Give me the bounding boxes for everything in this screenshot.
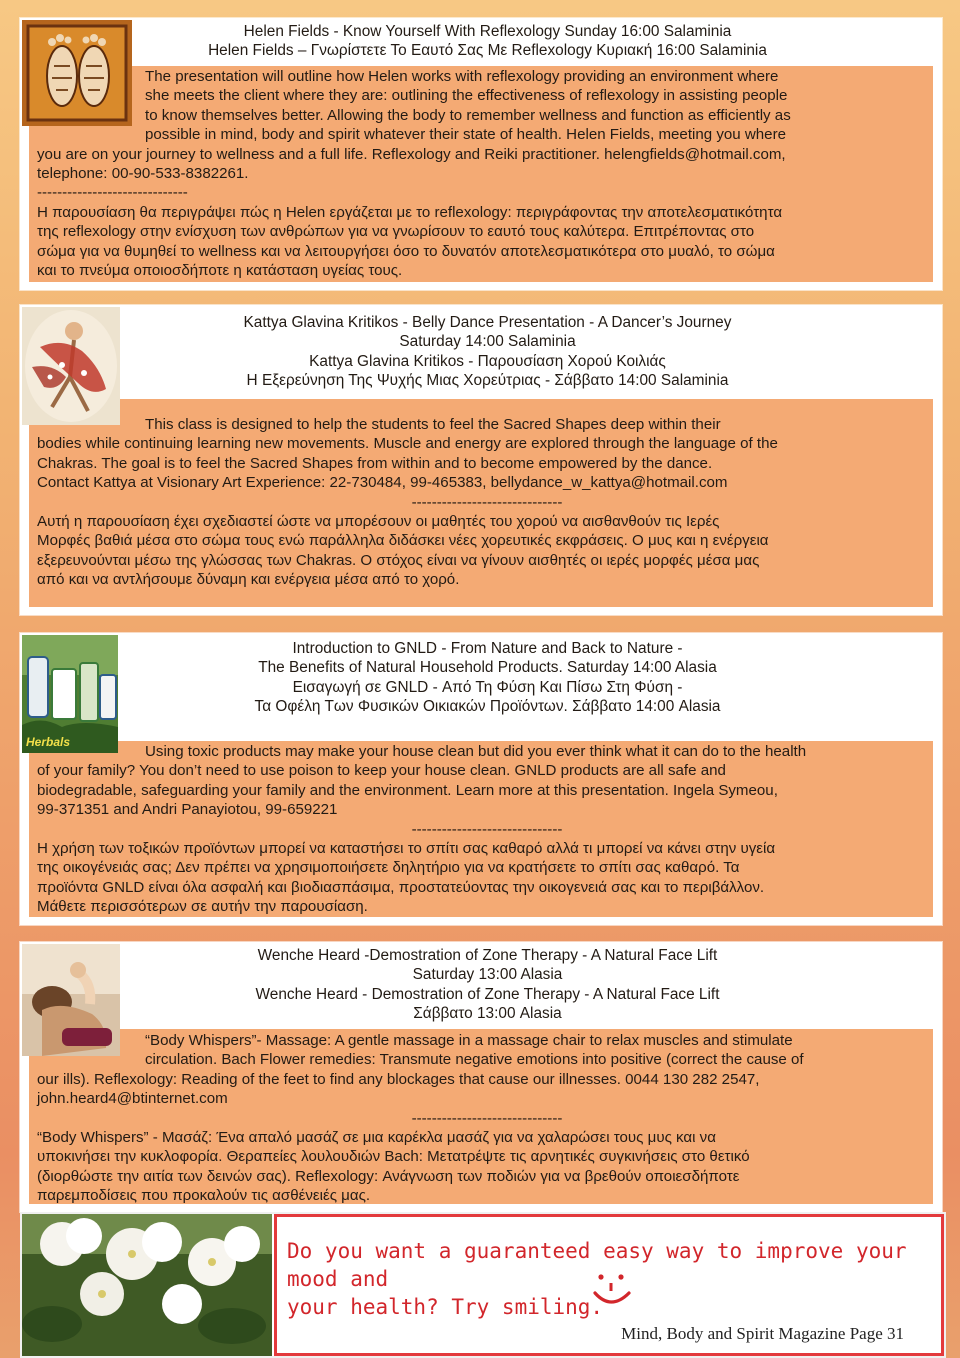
description-line-gr: “Body Whispers” - Μασάζ: Ένα απαλό μασάζ σε μια καρέκλα μασάζ για να χαλαρώσει τους μυς και να [37,1129,716,1147]
event-title-en: Wenche Heard -Demostration of Zone Therapy - A Natural Face Lift [257,947,718,964]
description-line-gr: από και να αντλήσουμε δύναμη και ενέργεια μέσα από το χορό. [37,571,460,589]
event-description [37,415,937,590]
event-date-gr: Σάββατο 13:00 Alasia [413,1005,562,1023]
event-date-gr: Η Εξερεύνηση Της Ψυχής Μιας Χορεύτριας - Σάββατο 14:00 Salaminia [246,372,729,390]
event-date-en: The Benefits of Natural Household Products. Saturday 14:00 Alasia [258,659,717,677]
bougainvillea-flower-image [22,1214,272,1356]
description-line: circulation. Bach Flower remedies: Transmute negative emotions into positive (correct the cause of [145,1051,804,1069]
tip-line-1: Do you want a guaranteed easy way to improve your mood and [287,1239,907,1291]
separator: ------------------------------ [411,820,563,838]
smiley-face-icon [589,1269,635,1309]
belly-dancer-image [22,307,120,425]
description-line-gr: εξερευνούνται μέσω της γλώσσας των Chakras. Ο στόχος είναι να γίνουν αισθητές οι ιερές μορφές μέσα μας [37,551,760,569]
description-line: This class is designed to help the students to feel the Sacred Shapes deep within their [145,416,721,433]
description-line: of your family? You don’t need to use poison to keep your house clean. GNLD products are all safe and [37,762,726,780]
event-title-en: Helen Fields - Know Yourself With Reflexology Sunday 16:00 Salaminia [243,23,732,40]
description-line: Chakras. The goal is to feel the Sacred Shapes from within and to become empowered by the dance. [37,454,713,472]
description-line: biodegradable, safeguarding your family and the environment. Learn more at this presentation. Ingela Symeou, [37,781,778,799]
event-title-en: Introduction to GNLD - From Nature and Back to Nature - [292,640,683,657]
description-line: john.heard4@btinternet.com [37,1090,228,1108]
event-date-en: Saturday 14:00 Salaminia [399,333,576,351]
event-date-gr: Τα Οφέλη Των Φυσικών Οικιακών Προϊόντων. Σάββατο 14:00 Alasia [254,698,721,716]
event-description [37,1031,937,1206]
event-titles [120,22,855,61]
event-title-gr: Wenche Heard - Demostration of Zone Therapy - A Natural Face Lift [255,985,720,1003]
event-titles [120,946,855,1024]
description-line-gr: Μορφές βαθιά μέσα στο σώμα τους ενώ παράλληλα διδάσκει νέες χορευτικές εκφράσεις. Ο μυς και η ενέργεια [37,532,769,550]
description-line-gr: Η χρήση των τοξικών προϊόντων μπορεί να καταστήσει το σπίτι σας καθαρό αλλά τι μπορεί να κάνει στην υγεία [37,840,776,858]
event-belly-dance [20,305,942,613]
event-date-en: Saturday 13:00 Alasia [412,966,563,984]
event-titles [120,313,855,391]
event-description [37,742,937,917]
description-line-gr: της reflexology στην ενίσχυση των ανθρώπων για να γνωρίσουν το εαυτό τους καλύτερα. Επιτρέποντας στο [37,223,755,241]
separator: ------------------------------ [37,184,188,202]
description-line-gr: Η παρουσίαση θα περιγράψει πώς η Helen εργάζεται με το reflexology: περιγράφοντας την αποτελεσματικότητα [37,203,783,221]
event-titles [120,639,855,717]
description-line-gr: παρεμποδίσεις που προκαλούν τις ασθένειές μας. [37,1187,371,1205]
description-line: you are on your journey to wellness and a full life. Reflexology and Reiki practitioner. helengfields@hotmail.com, [37,145,786,163]
description-line-gr: της οικογένειάς σας; Δεν πρέπει να χρησιμοποιήσετε δηλητήριο για να κρατήσετε το σπίτι σας καθαρό. Τα [37,859,740,877]
tip-line-2: your health? Try smiling. [287,1295,604,1319]
description-line-gr: σώμα για να θυμηθεί το wellness και να λειτουργήσει όσο το δυνατόν αποτελεσματικότερα στο μυαλό, το σώμα [37,242,775,260]
description-line-gr: και το πνεύμα οποιοσδήποτε η κατάσταση υγείας τους. [37,262,403,280]
event-reflexology [20,18,942,290]
description-line: possible in mind, body and spirit whatever their state of health. Helen Fields, meeting you where [145,126,786,144]
separator: ------------------------------ [411,1109,563,1127]
description-line-gr: (διορθώστε την αιτία των δεινών σας). Reflexology: Ανάγνωση των ποδιών για να βρεθούν οποιεσδήποτε [37,1167,740,1185]
description-line-gr: Αυτή η παρουσίαση έχει σχεδιαστεί ώστε να μπορέσουν οι μαθητές του χορού να αισθανθούν τις Ιερές [37,513,720,531]
description-line: to know themselves better. Allowing the body to remember wellness and function as efficiently as [145,106,791,124]
description-line-gr: Μάθετε περισσότερων σε αυτήν την παρουσίαση. [37,898,368,916]
description-line: bodies while continuing learning new movements. Muscle and energy are explored through the language of the [37,435,778,453]
event-title-en: Kattya Glavina Kritikos - Belly Dance Presentation - A Dancer’s Journey [243,314,732,331]
description-line: our ills). Reflexology: Reading of the feet to find any blockages that cause our illnesses. 0044 130 282 2547, [37,1070,760,1088]
event-gnld [20,633,942,923]
herbals-label: Herbals [26,735,71,749]
description-line: 99-371351 and Andri Panayiotou, 99-659221 [37,801,338,819]
separator: ------------------------------ [411,493,563,511]
page-footer: Mind, Body and Spirit Magazine Page 31 [621,1324,904,1343]
description-line: Contact Kattya at Visionary Art Experience: 22-730484, 99-465383, bellydance_w_kattya@hotmail.com [37,474,728,492]
event-title-gr: Helen Fields – Γνωρίστετε Το Εαυτό Σας Με Reflexology Κυριακή 16:00 Salaminia [208,42,767,60]
event-title-gr: Kattya Glavina Kritikos - Παρουσίαση Χορού Κοιλιάς [309,352,666,370]
description-line: Using toxic products may make your house clean but did you ever think what it can do to the health [145,743,807,760]
description-line: The presentation will outline how Helen works with reflexology providing an environment where [145,68,779,85]
description-line-gr: υποκινήσει την κυκλοφορία. Θεραπείες λουλουδιών Bach: Μετατρέψτε τις αρνητικές συγκινήσεις στο θετικό [37,1148,750,1166]
description-line: she meets the client where they are: outlining the effectiveness of reflexology in assisting people [145,87,788,105]
description-line: telephone: 00-90-533-8382261. [37,165,249,183]
event-description [37,67,937,280]
description-line-gr: προϊόντα GNLD είναι όλα ασφαλή και βιοδιασπάσιμα, προστατεύοντας την οικογενειά σας και το περιβάλλον. [37,878,765,896]
description-line: “Body Whispers”- Massage: A gentle massage in a massage chair to relax muscles and stimulate [145,1032,793,1049]
event-zone-therapy [20,942,942,1210]
herbals-products-image [22,635,118,753]
event-title-gr: Εισαγωγή σε GNLD - Από Τη Φύση Και Πίσω Στη Φύση - [292,678,683,696]
